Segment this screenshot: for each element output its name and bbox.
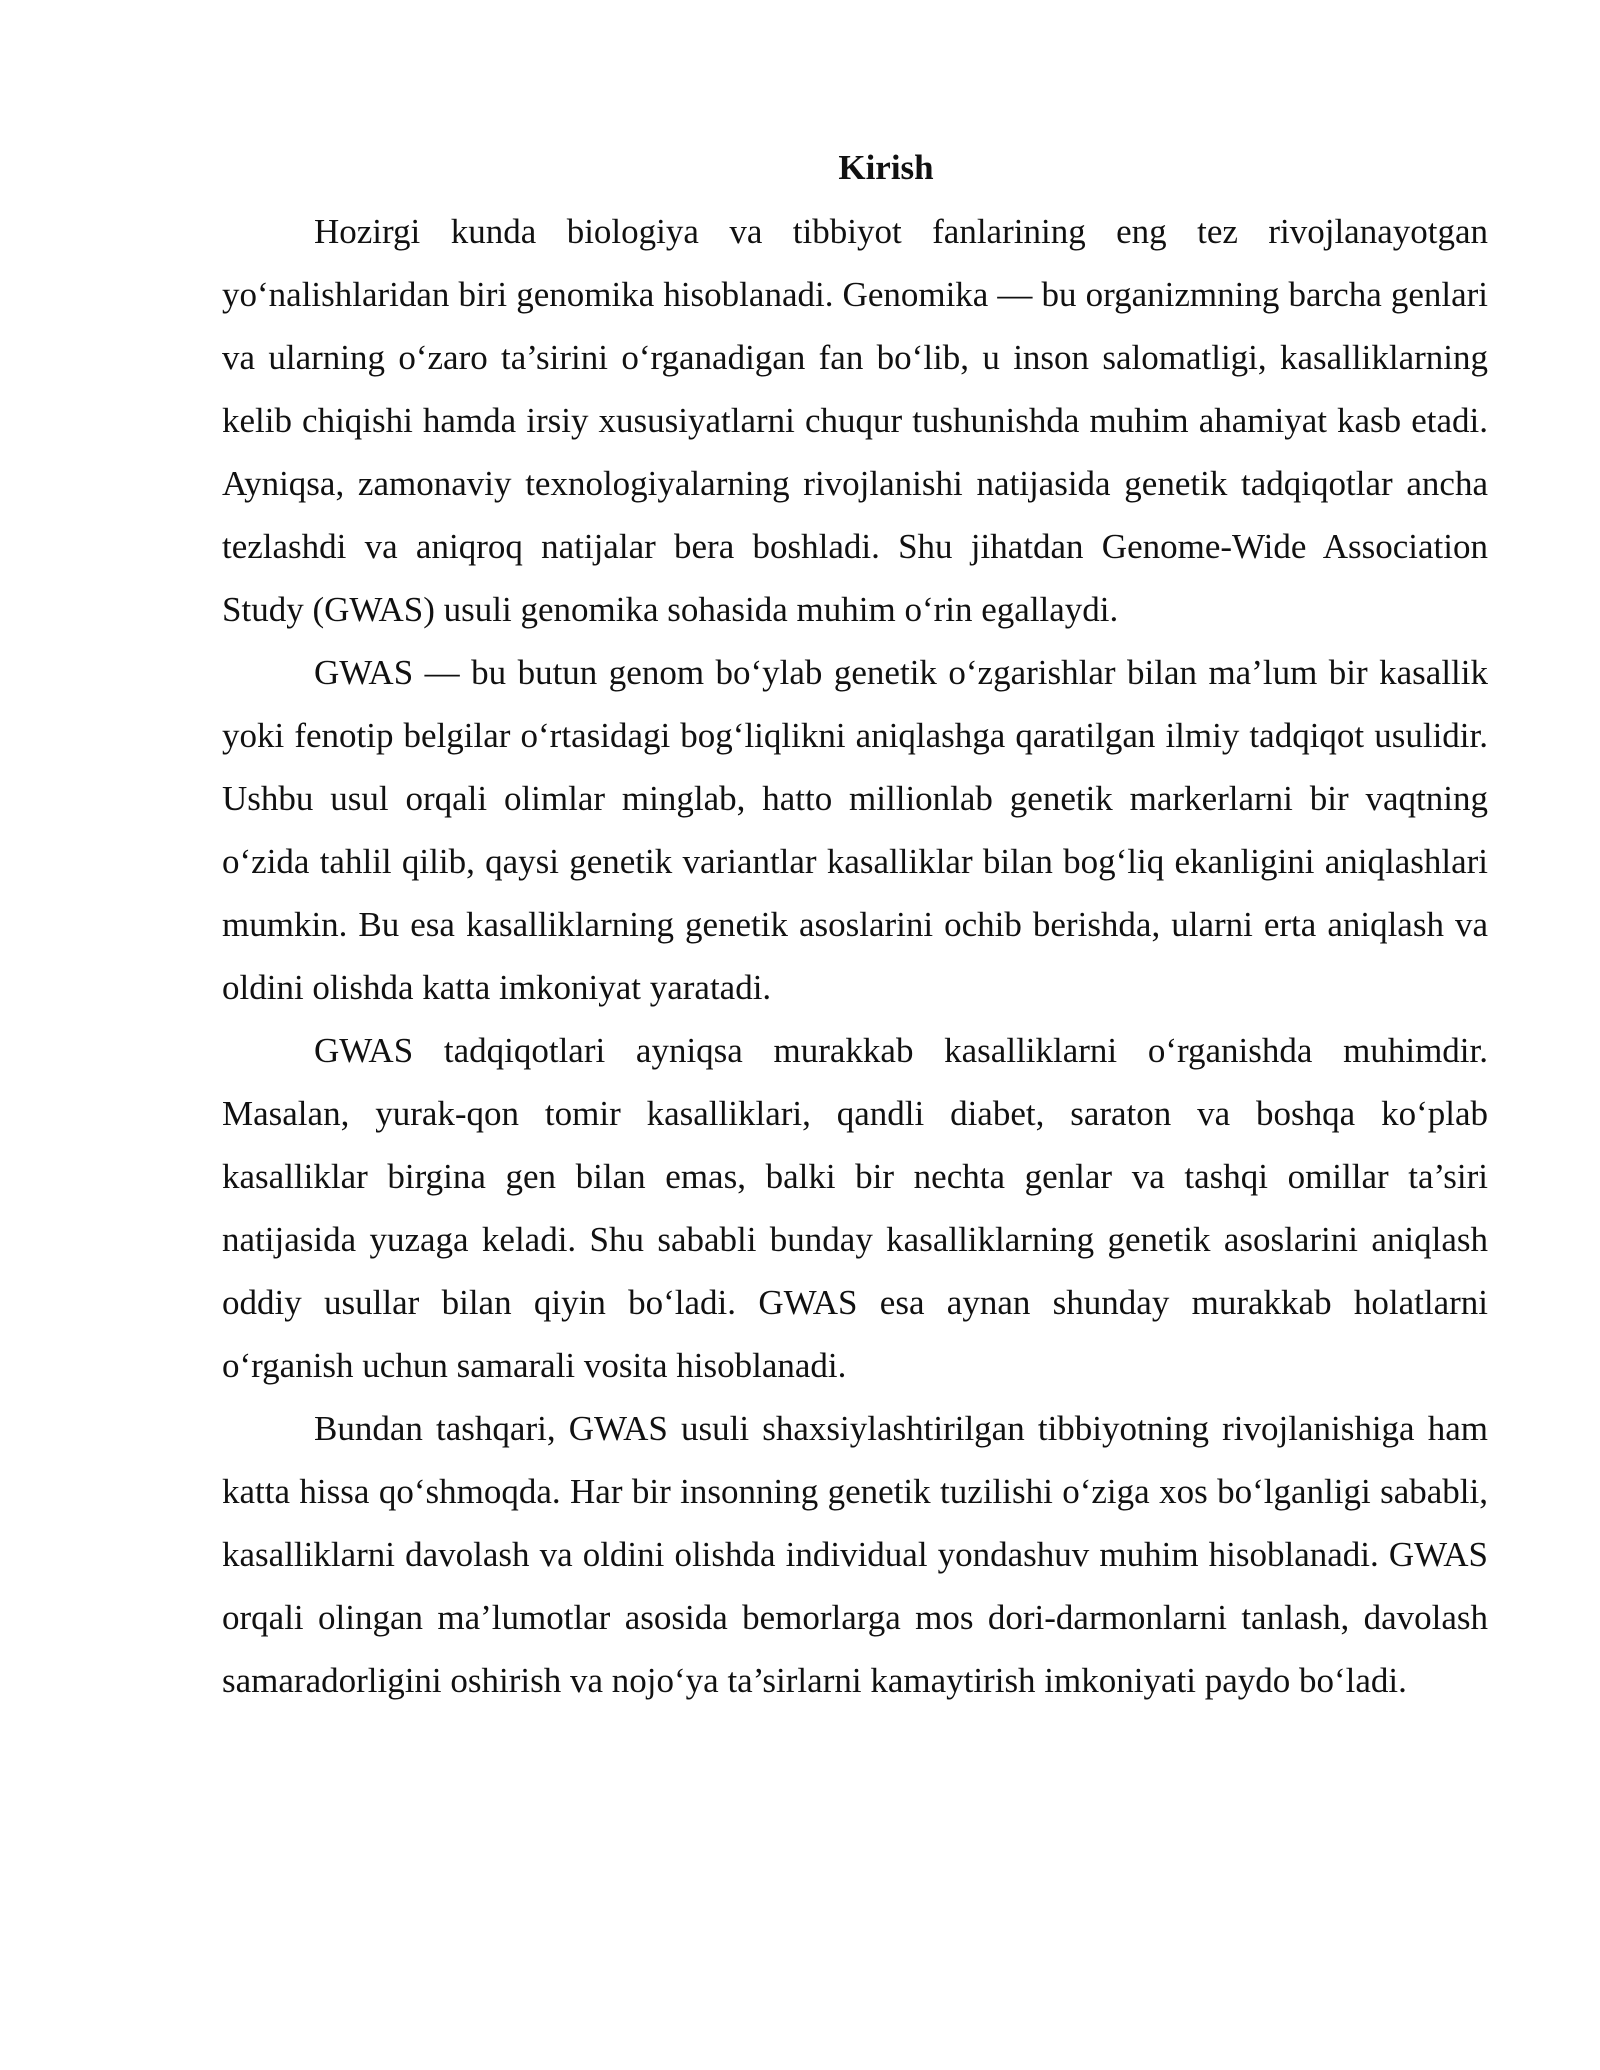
document-title: Kirish <box>838 148 934 187</box>
paragraph-3: GWAS tadqiqotlari ayniqsa murakkab kasalliklarni o‘rganishda muhimdir. Masalan, yurak-qon tomir kasalliklari, qandli diabet, saraton va boshqa ko‘plab kasalliklar birgina gen bilan emas, balki bir nechta genlar va tashqi omillar ta’siri natijasida yuzaga keladi. Shu sababli bunday kasalliklarning genetik asoslarini aniqlash oddiy usullar bilan qiyin bo‘ladi. GWAS esa aynan shunday murakkab holatlarni o‘rganish uchun samarali vosita hisoblanadi. <box>222 1031 1488 1385</box>
paragraph-2: GWAS — bu butun genom bo‘ylab genetik o‘zgarishlar bilan ma’lum bir kasallik yoki fenotip belgilar o‘rtasidagi bog‘liqlikni aniqlashga qaratilgan ilmiy tadqiqot usulidir. Ushbu usul orqali olimlar minglab, hatto millionlab genetik markerlarni bir vaqtning o‘zida tahlil qilib, qaysi genetik variantlar kasalliklar bilan bog‘liq ekanligini aniqlashlari mumkin. Bu esa kasalliklarning genetik asoslarini ochib berishda, ularni erta aniqlash va oldini olishda katta imkoniyat yaratadi. <box>222 653 1488 1007</box>
paragraph-4: Bundan tashqari, GWAS usuli shaxsiylashtirilgan tibbiyotning rivojlanishiga ham katta hissa qo‘shmoqda. Har bir insonning genetik tuzilishi o‘ziga xos bo‘lganligi sababli, kasalliklarni davolash va oldini olishda individual yondashuv muhim hisoblanadi. GWAS orqali olingan ma’lumotlar asosida bemorlarga mos dori-darmonlarni tanlash, davolash samaradorligini oshirish va nojo‘ya ta’sirlarni kamaytirish imkoniyati paydo bo‘ladi. <box>222 1409 1488 1700</box>
paragraph-1: Hozirgi kunda biologiya va tibbiyot fanlarining eng tez rivojlanayotgan yo‘nalishlaridan biri genomika hisoblanadi. Genomika — bu organizmning barcha genlari va ularning o‘zaro ta’sirini o‘rganadigan fan bo‘lib, u inson salomatligi, kasalliklarning kelib chiqishi hamda irsiy xususiyatlarni chuqur tushunishda muhim ahamiyat kasb etadi. Ayniqsa, zamonaviy texnologiyalarning rivojlanishi natijasida genetik tadqiqotlar ancha tezlashdi va aniqroq natijalar bera boshladi. Shu jihatdan Genome-Wide Association Study (GWAS) usuli genomika sohasida muhim o‘rin egallaydi. <box>222 212 1488 629</box>
document-page <box>222 142 1488 1712</box>
